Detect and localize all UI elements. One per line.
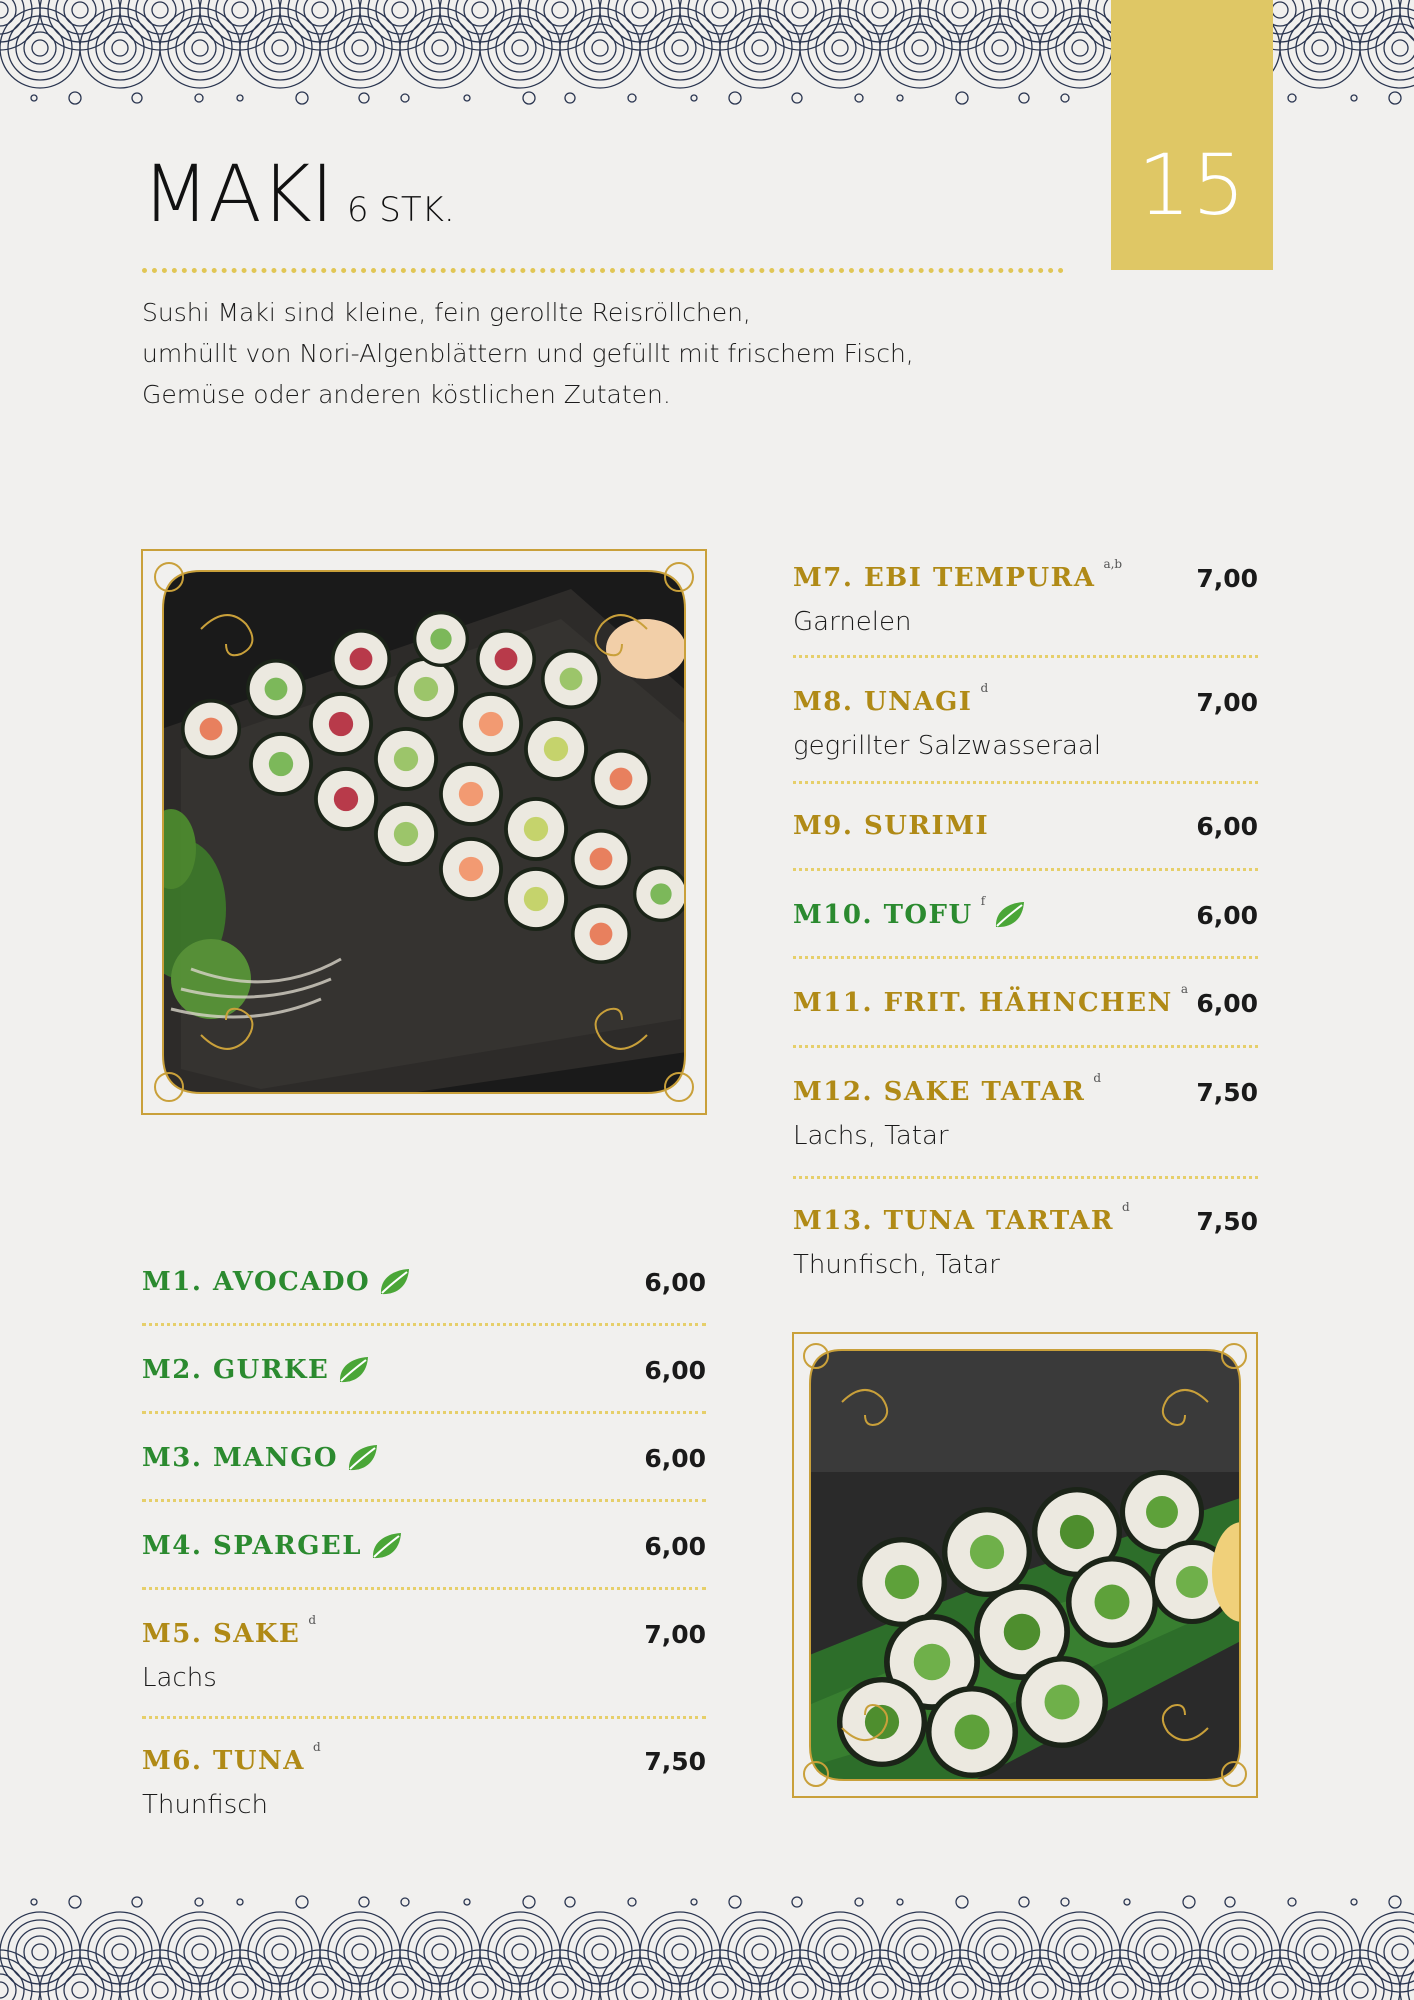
item-description: Thunfisch, Tatar (793, 1250, 1000, 1280)
allergen-note: d (980, 681, 989, 695)
item-description: gegrillter Salzwasseraal (793, 731, 1102, 761)
menu-item (142, 1414, 706, 1502)
item-name: M6. TUNA (142, 1746, 305, 1776)
item-description: Lachs (142, 1663, 217, 1693)
item-name: M11. FRIT. HÄHNCHEN (793, 988, 1173, 1018)
item-name: M8. UNAGI (793, 687, 973, 717)
item-name: M1. AVOCADO (142, 1267, 371, 1297)
maki-platter-photo (141, 549, 707, 1115)
menu-column-left (142, 1246, 706, 1829)
intro-line: umhüllt von Nori-Algenblättern und gefüllt mit frischem Fisch, (142, 339, 914, 368)
allergen-note: d (1093, 1071, 1102, 1085)
item-name: M2. GURKE (142, 1355, 330, 1385)
menu-item (793, 1179, 1258, 1289)
page-number: 15 (1111, 0, 1273, 270)
item-name: M10. TOFU (793, 900, 973, 930)
topped-maki-photo (792, 1332, 1258, 1798)
item-name: M4. SPARGEL (142, 1531, 362, 1561)
item-price: 6,00 (1196, 900, 1258, 930)
item-name: M5. SAKE (142, 1619, 301, 1649)
intro-line: Sushi Maki sind kleine, fein gerollte Reisröllchen, (142, 298, 751, 327)
item-price: 6,00 (644, 1443, 706, 1473)
section-title: MAKI (142, 150, 333, 240)
item-description: Thunfisch (142, 1790, 269, 1820)
wave-pattern-bottom (0, 1862, 1414, 2000)
item-price: 7,00 (1196, 563, 1258, 593)
menu-item (793, 1048, 1258, 1179)
allergen-note: f (980, 894, 986, 908)
allergen-note: d (312, 1740, 321, 1754)
menu-item (142, 1590, 706, 1719)
item-price: 6,00 (644, 1267, 706, 1297)
item-description: Garnelen (793, 607, 912, 637)
menu-item (793, 544, 1258, 658)
section-subtitle: 6 STK. (346, 190, 455, 230)
menu-item (793, 658, 1258, 784)
menu-item (793, 871, 1258, 959)
item-price: 6,00 (644, 1531, 706, 1561)
item-price: 6,00 (644, 1355, 706, 1385)
menu-item (142, 1719, 706, 1829)
leaf-icon (993, 900, 1027, 930)
item-price: 7,50 (1196, 1206, 1258, 1236)
menu-column-right (793, 544, 1258, 1289)
item-price: 7,00 (644, 1619, 706, 1649)
item-name: M9. SURIMI (793, 811, 990, 841)
title-divider (142, 268, 1064, 273)
item-name: M3. MANGO (142, 1443, 339, 1473)
menu-item (142, 1326, 706, 1414)
menu-item (793, 784, 1258, 871)
allergen-note: a (1180, 982, 1188, 996)
menu-item (142, 1240, 706, 1326)
intro-text (142, 292, 1002, 415)
leaf-icon (370, 1531, 404, 1561)
intro-line: Gemüse oder anderen köstlichen Zutaten. (142, 380, 671, 409)
item-price: 7,50 (644, 1746, 706, 1776)
allergen-note: d (1122, 1200, 1130, 1214)
allergen-note: d (308, 1613, 317, 1627)
item-name: M13. TUNA TARTAR (793, 1206, 1115, 1236)
item-name: M7. EBI TEMPURA (793, 563, 1096, 593)
item-price: 6,00 (1196, 988, 1258, 1018)
leaf-icon (337, 1355, 371, 1385)
allergen-note: a,b (1103, 557, 1123, 571)
item-price: 6,00 (1196, 811, 1258, 841)
leaf-icon (378, 1267, 412, 1297)
item-name: M12. SAKE TATAR (793, 1077, 1086, 1107)
leaf-icon (346, 1443, 380, 1473)
item-price: 7,50 (1196, 1077, 1258, 1107)
item-description: Lachs, Tatar (793, 1121, 949, 1151)
page-title (142, 150, 455, 240)
menu-item (793, 959, 1258, 1048)
menu-item (142, 1502, 706, 1590)
item-price: 7,00 (1196, 687, 1258, 717)
